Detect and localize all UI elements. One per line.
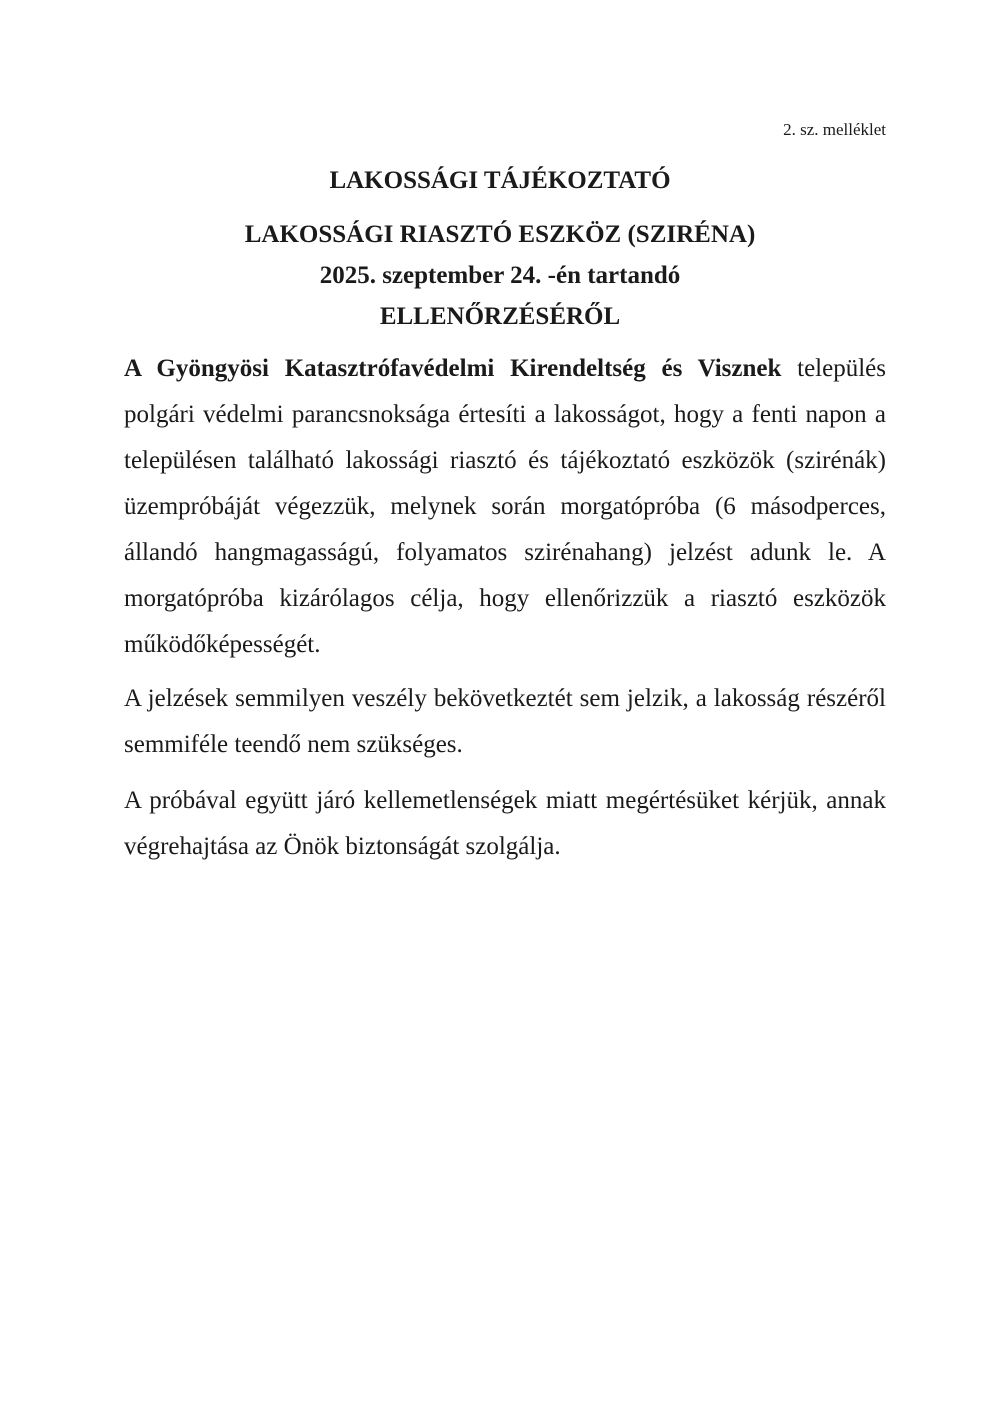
title-date: 2025. szeptember 24. -én tartandó [319, 262, 681, 289]
paragraph-announcement-text: település polgári védelmi parancsnoksága értesíti a lakosságot, hogy a fenti napon a településen található lakossági riasztó és tájékoztató eszközök (szirénák) üzempróbáját végezzük, melynek során morgatópróba (6 másodperces, állandó hangmagasságú, folyamatos szirénahang) jelzést adunk le. A morgatópróba kizárólagos célja, hogy ellenőrizzük a riasztó eszközök működőképességét. [124, 355, 886, 658]
paragraph-announcement-bold-lead: A Gyöngyösi Katasztrófavédelmi Kirendeltség és Visznek [124, 355, 782, 382]
title-siren-device: LAKOSSÁGI RIASZTÓ ESZKÖZ (SZIRÉNA) [244, 221, 756, 248]
paragraph-announcement [124, 346, 886, 668]
title-public-information: LAKOSSÁGI TÁJÉKOZTATÓ [329, 167, 671, 194]
annex-label: 2. sz. melléklet [783, 120, 886, 139]
title-inspection: ELLENŐRZÉSÉRŐL [379, 303, 621, 330]
paragraph-no-danger: A jelzések semmilyen veszély bekövetkeztét sem jelzik, a lakosság részéről semmiféle teendő nem szükséges. [124, 685, 886, 758]
paragraph-apology: A próbával együtt járó kellemetlenségek miatt megértésüket kérjük, annak végrehajtása az Önök biztonságát szolgálja. [124, 787, 886, 860]
